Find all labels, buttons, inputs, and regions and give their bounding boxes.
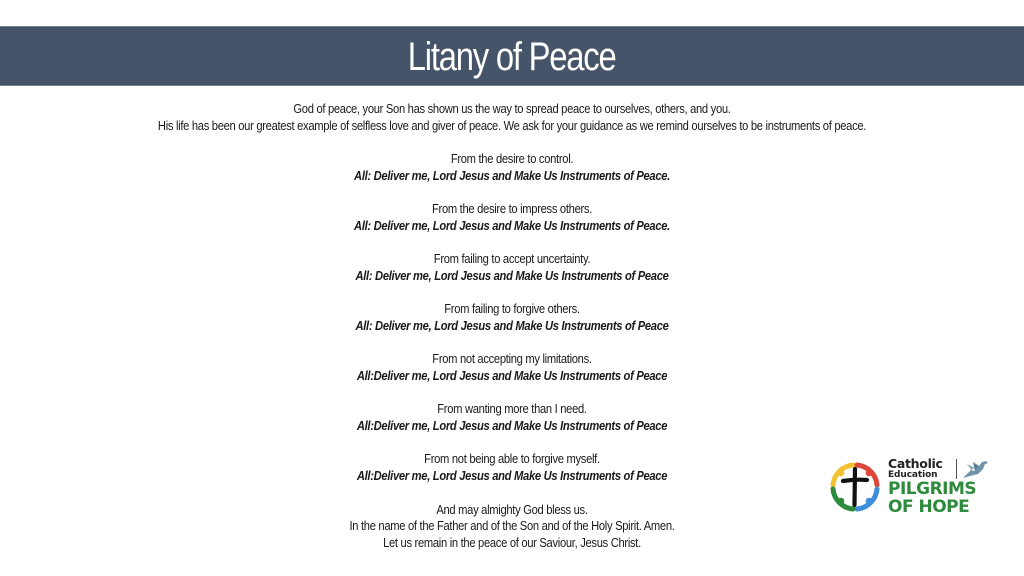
title-bar [0, 26, 1024, 86]
closing-line-2: In the name of the Father and of the Son and of the Holy Spirit. Amen. [349, 518, 675, 534]
petition-invocation: From wanting more than I need. [437, 401, 587, 417]
closing-line-3: Let us remain in the peace of our Saviour, Jesus Christ. [383, 534, 641, 550]
petition-invocation: From not accepting my limitations. [432, 351, 592, 367]
logo-catholic-text: Catholic [888, 456, 943, 471]
pilgrims-of-hope-logo [826, 457, 992, 519]
petition-invocation: From failing to accept uncertainty. [433, 251, 591, 267]
logo-divider [956, 459, 957, 479]
petition-response: All: Deliver me, Lord Jesus and Make Us Instruments of Peace. [354, 217, 670, 233]
petition-invocation: From not being able to forgive myself. [424, 451, 600, 467]
logo-of-hope-text: OF HOPE [888, 497, 970, 517]
petition-invocation: From the desire to impress others. [431, 201, 593, 217]
petition-response: All:Deliver me, Lord Jesus and Make Us Instruments of Peace [356, 368, 668, 383]
logo-wordmark [888, 457, 992, 519]
petition-invocation: From failing to forgive others. [444, 301, 580, 317]
petition-response: All: Deliver me, Lord Jesus and Make Us Instruments of Peace [355, 267, 669, 283]
logo-pilgrims-text: PILGRIMS [888, 479, 977, 499]
petition-response: All:Deliver me, Lord Jesus and Make Us Instruments of Peace [356, 418, 668, 434]
dove-icon [961, 458, 989, 480]
page-title: Litany of Peace [408, 35, 616, 79]
petition-invocation: From the desire to control. [450, 151, 574, 167]
intro-line-1: God of peace, your Son has shown us the way to spread peace to ourselves, others, and you. [293, 101, 731, 116]
petition-response: All:Deliver me, Lord Jesus and Make Us Instruments of Peace [356, 468, 668, 484]
closing-line-1: And may almighty God bless us. [436, 501, 588, 517]
cross-in-colored-ring-icon [826, 458, 884, 516]
intro-line-2: His life has been our greatest example of selfless love and giver of peace. We ask for your guidance as we remind ourselves to be instruments of peace. [157, 117, 867, 133]
petition-response: All: Deliver me, Lord Jesus and Make Us Instruments of Peace [355, 317, 669, 333]
logo-education-text: Education [888, 470, 938, 480]
petition-response: All: Deliver me, Lord Jesus and Make Us Instruments of Peace. [354, 167, 670, 183]
